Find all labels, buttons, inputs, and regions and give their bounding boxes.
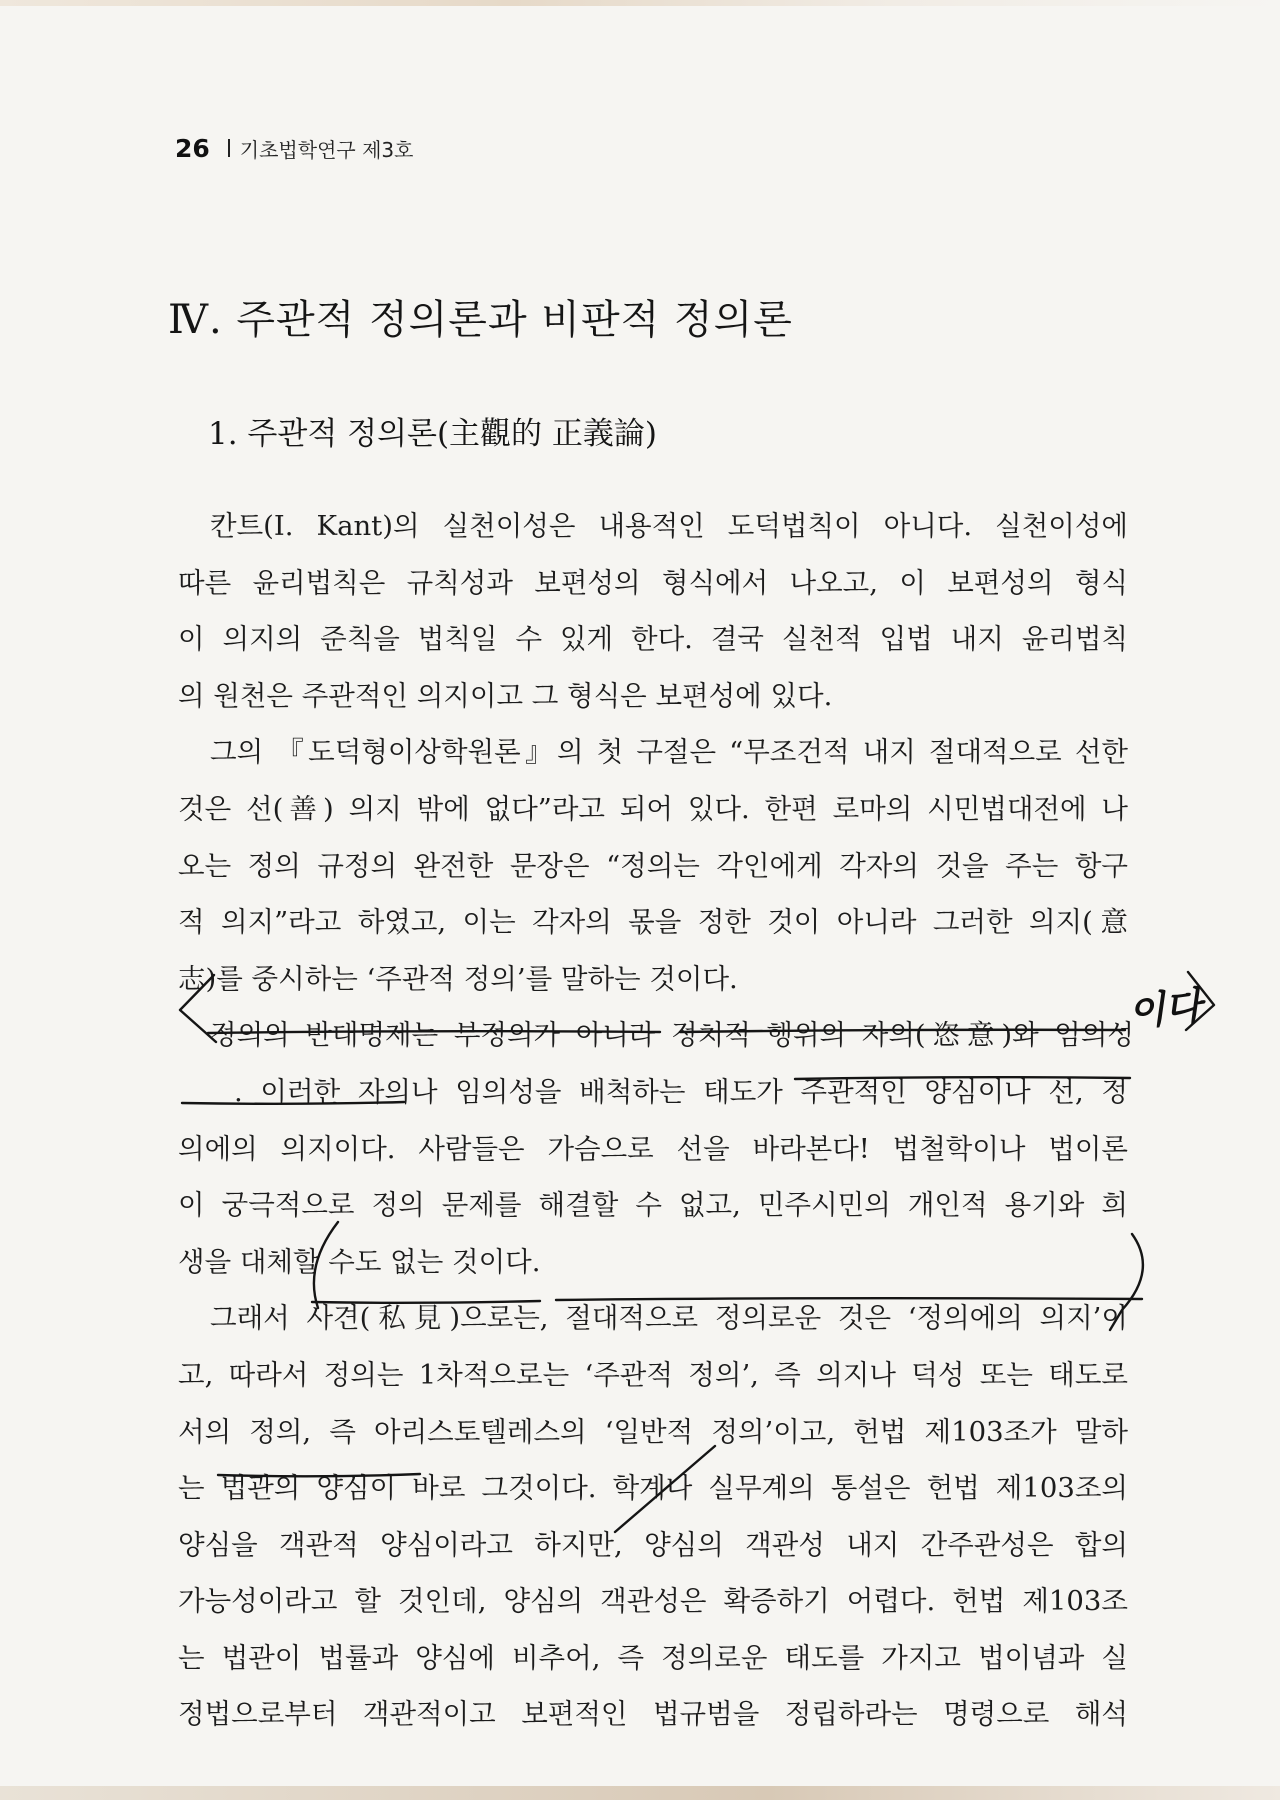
body-line: 이 궁극적으로 정의 문제를 해결할 수 없고, 민주시민의 개인적 용기와 희 (178, 1189, 1128, 1222)
body-line: 그의 『도덕형이상학원론』의 첫 구절은 “무조건적 내지 절대적으로 선한 (210, 736, 1128, 769)
body-line: 서의 정의, 즉 아리스토텔레스의 ‘일반적 정의’이고, 헌법 제103조가 말하 (178, 1415, 1128, 1448)
body-line: 생을 대체할 수도 없는 것이다. (178, 1245, 541, 1278)
body-line: 그래서 사견(私見)으로는, 절대적으로 정의로운 것은 ‘정의에의 의지’이 (210, 1302, 1128, 1335)
journal-title: 기초법학연구 제3호 (239, 137, 414, 162)
body-line: . 이러한 자의나 임의성을 배척하는 태도가 주관적인 양심이나 선, 정 (234, 1075, 1128, 1108)
body-line: 정의의 반대명제는 부정의가 아니라 정치적 행위의 자의(恣意)와 임의성 (210, 1019, 1134, 1052)
header-separator (228, 139, 230, 157)
body-line: 志)를 중시하는 ‘주관적 정의’를 말하는 것이다. (178, 962, 738, 995)
body-line: 적 의지”라고 하였고, 이는 각자의 몫을 정한 것이 아니라 그러한 의지(意 (178, 906, 1128, 939)
body-line: 따른 윤리법칙은 규칙성과 보편성의 형식에서 나오고, 이 보편성의 형식 (178, 566, 1128, 599)
section-title: Ⅳ. 주관적 정의론과 비판적 정의론 (168, 297, 793, 343)
body-line: 오는 정의 규정의 완전한 문장은 “정의는 각인에게 각자의 것을 주는 항구 (178, 849, 1128, 882)
body-line: 이 의지의 준칙을 법칙일 수 있게 한다. 결국 실천적 입법 내지 윤리법칙 (178, 623, 1128, 656)
body-line: 의 원천은 주관적인 의지이고 그 형식은 보편성에 있다. (178, 679, 833, 712)
body-line: 의에의 의지이다. 사람들은 가슴으로 선을 바라본다! 법철학이나 법이론 (178, 1132, 1128, 1165)
body-line: 는 법관의 양심이 바로 그것이다. 학계나 실무계의 통설은 헌법 제103조의 (178, 1472, 1128, 1505)
body-line: 양심을 객관적 양심이라고 하지만, 양심의 객관성 내지 간주관성은 합의 (178, 1528, 1128, 1561)
page-number: 26 (175, 133, 210, 163)
page-edge-bottom (0, 1786, 1280, 1800)
handwritten-note: 이다 (1126, 983, 1204, 1035)
body-line: 가능성이라고 할 것인데, 양심의 객관성은 확증하기 어렵다. 헌법 제103조 (178, 1585, 1128, 1618)
body-line: 것은 선(善) 의지 밖에 없다”라고 되어 있다. 한편 로마의 시민법대전에 나 (178, 792, 1128, 825)
body-line: 정법으로부터 객관적이고 보편적인 법규범을 정립하라는 명령으로 해석 (178, 1698, 1128, 1731)
running-header (175, 132, 413, 164)
body-line: 칸트(I. Kant)의 실천이성은 내용적인 도덕법칙이 아니다. 실천이성에 (210, 510, 1128, 542)
page-edge-top (0, 0, 1280, 6)
subsection-title: 1. 주관적 정의론(主觀的 正義論) (208, 416, 658, 452)
body-text (178, 498, 1134, 1743)
body-line: 고, 따라서 정의는 1차적으로는 ‘주관적 정의’, 즉 의지나 덕성 또는 태도로 (178, 1358, 1128, 1391)
body-line: 는 법관이 법률과 양심에 비추어, 즉 정의로운 태도를 가지고 법이념과 실 (178, 1641, 1128, 1674)
